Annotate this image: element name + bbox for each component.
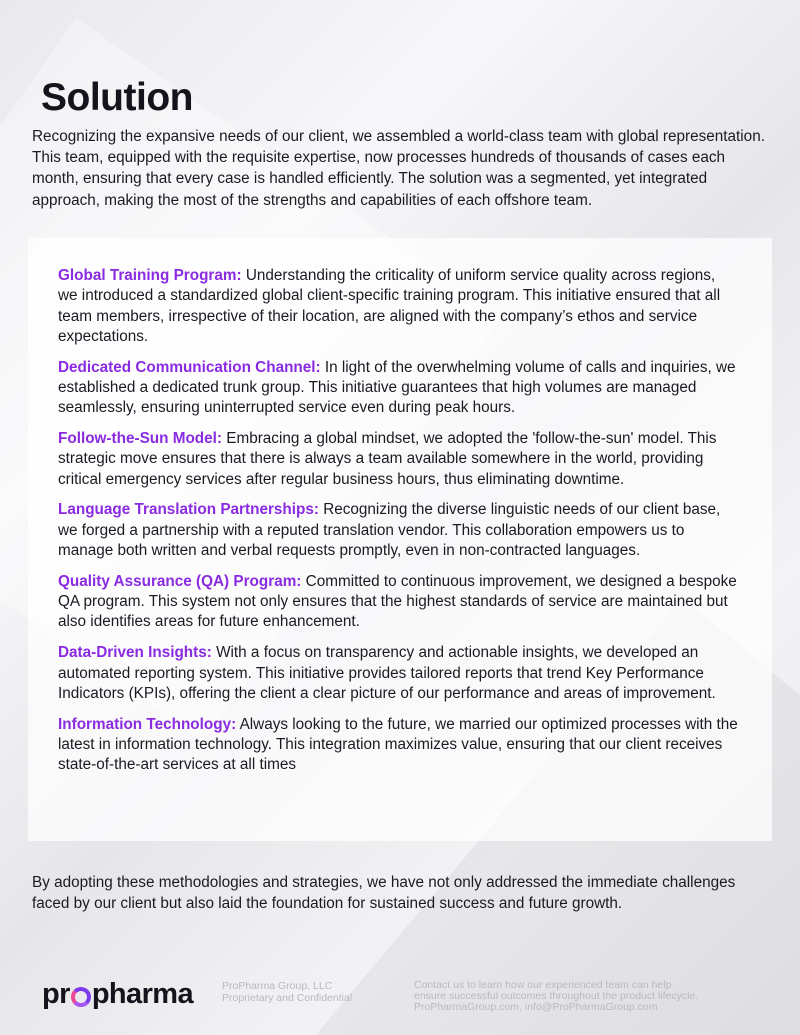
closing-paragraph: By adopting these methodologies and strategies, we have not only addressed the immediate challenges faced by our client but also laid the foundation for sustained success and future growth.	[32, 874, 736, 912]
solution-item	[58, 572, 738, 633]
page-footer	[0, 976, 800, 1026]
contact-line: ensure successful outcomes throughout the product lifecycle.	[414, 990, 699, 1002]
solution-item	[58, 266, 738, 347]
item-title: Quality Assurance (QA) Program:	[58, 572, 302, 590]
contact-line: ProPharmaGroup.com, info@ProPharmaGroup.com	[414, 1001, 658, 1013]
contact-info	[414, 980, 754, 1013]
item-text: Embracing a global mindset, we adopted the 'follow-the-sun' model. This strategic move ensures that there is always a team available somewhere in the world, providing critical emergency services after regular business hours, thus eliminating downtime.	[58, 430, 717, 488]
company-name: ProPharma Group, LLC	[222, 980, 333, 992]
item-text: With a focus on transparency and actionable insights, we developed an automated reporting system. This initiative provides tailored reports that trend Key Performance Indicators (KPIs), offering the client a clear picture of our performance and areas of improvement.	[58, 644, 716, 702]
item-text: Recognizing the diverse linguistic needs of our client base, we forged a partnership with a reputed translation vendor. This collaboration empowers us to manage both written and verbal requests promptly, even in non-contracted languages.	[58, 501, 721, 560]
logo-text-right: pharma	[91, 978, 193, 1010]
solution-item	[58, 358, 738, 419]
propharma-logo	[42, 978, 193, 1011]
logo-text-left: pr	[42, 978, 70, 1010]
confidentiality-note: Proprietary and Confidential	[222, 992, 353, 1004]
item-title: Information Technology:	[58, 715, 237, 733]
item-title: Data-Driven Insights:	[58, 644, 212, 662]
solution-item	[58, 429, 738, 490]
item-title: Dedicated Communication Channel:	[58, 358, 321, 376]
solution-list	[58, 266, 738, 786]
item-text: In light of the overwhelming volume of calls and inquiries, we established a dedicated trunk group. This initiative guarantees that high volumes are managed seamlessly, ensuring uninterrupted service even during peak hours.	[58, 358, 736, 417]
contact-line: Contact us to learn how our experienced team can help	[414, 979, 672, 991]
solution-item	[58, 643, 738, 704]
solution-item	[58, 500, 738, 561]
logo-ring-icon	[71, 987, 91, 1007]
item-title: Global Training Program:	[58, 267, 242, 284]
company-info	[222, 980, 402, 1004]
intro-paragraph: Recognizing the expansive needs of our client, we assembled a world-class team with global representation. This team, equipped with the requisite expertise, now processes hundreds of thousands of cases each month, ensuring that every case is handled efficiently. The solution was a segmented, yet integrated approach, making the most of the strengths and capabilities of each offshore team.	[32, 128, 765, 209]
page-title: Solution	[41, 76, 193, 119]
item-title: Language Translation Partnerships:	[58, 501, 319, 519]
solution-item	[58, 715, 738, 776]
item-text: Understanding the criticality of uniform service quality across regions, we introduced a standardized global client-specific training program. This initiative ensured that all team members, irrespective of their location, are aligned with the company’s ethos and service expectations.	[58, 267, 721, 345]
item-title: Follow-the-Sun Model:	[58, 430, 222, 448]
item-text: Committed to continuous improvement, we designed a bespoke QA program. This system not only ensures that the highest standards of service are maintained but also identifies areas for future enhancement.	[58, 572, 737, 631]
item-text: Always looking to the future, we married our optimized processes with the latest in information technology. This integration maximizes value, ensuring that our client receives state-of-the-art services at all times	[58, 715, 738, 774]
